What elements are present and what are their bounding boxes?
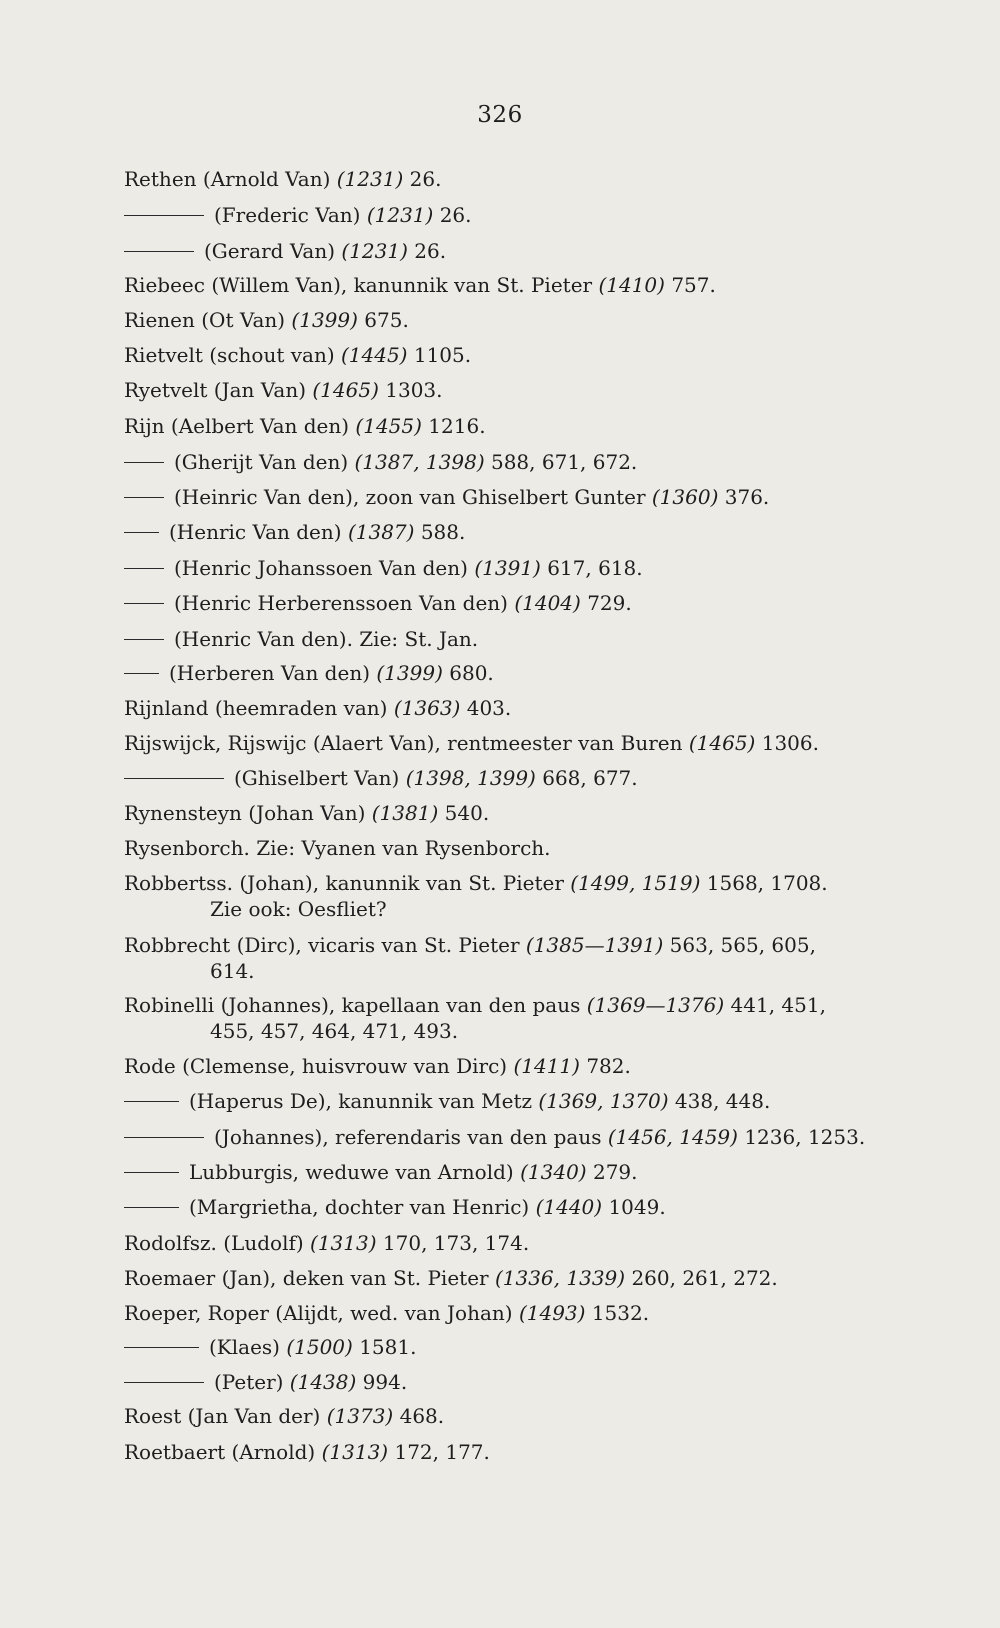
entry-year: (1385—1391) [525, 933, 664, 957]
entry-name: Rietvelt (schout van) [124, 343, 335, 367]
index-entry [124, 730, 819, 756]
repeat-dash [124, 1172, 179, 1173]
entry-year: (1387, 1398) [354, 450, 485, 474]
entry-name: Rienen (Ot Van) [124, 308, 286, 332]
entry-refs: 172, 177. [394, 1440, 490, 1464]
entry-year: (1493) [518, 1301, 586, 1325]
entry-year: (1399) [291, 308, 358, 332]
entry-refs: 279. [592, 1160, 638, 1184]
entry-refs: 441, 451, [730, 993, 826, 1017]
index-entry [124, 800, 489, 826]
entry-year: (1465) [688, 731, 756, 755]
entry-year: (1336, 1339) [494, 1266, 626, 1290]
entry-year: (1440) [535, 1195, 603, 1219]
entry-year: (1391) [474, 556, 541, 580]
entry-refs: 1306. [761, 731, 819, 755]
index-entry [124, 695, 511, 721]
repeat-dash [124, 1137, 204, 1138]
index-entry [124, 202, 472, 228]
entry-name: (Henric Johanssoen Van den) [174, 556, 468, 580]
entry-name: (Peter) [214, 1370, 284, 1394]
entry-year: (1500) [286, 1335, 353, 1359]
index-entry [124, 1265, 778, 1291]
entry-name: Rynensteyn (Johan Van) [124, 801, 366, 825]
entry-refs: 1049. [608, 1195, 666, 1219]
index-entry [124, 1334, 416, 1360]
entry-refs: 680. [449, 661, 494, 685]
entry-name: Rijn (Aelbert Van den) [124, 414, 350, 438]
entry-refs: 1236, 1253. [744, 1125, 866, 1149]
entry-refs: 668, 677. [542, 766, 638, 790]
index-entry [124, 449, 637, 475]
index-entry [124, 1230, 529, 1256]
entry-year: (1381) [371, 801, 439, 825]
index-entry [124, 519, 465, 545]
entry-name: 614. [210, 959, 255, 983]
index-entry [124, 413, 486, 439]
repeat-dash [124, 1347, 199, 1348]
repeat-dash [124, 639, 164, 640]
entry-refs: 994. [362, 1370, 408, 1394]
repeat-dash [124, 215, 204, 216]
index-entry [124, 1088, 770, 1114]
entry-refs: 26. [414, 239, 447, 263]
entry-name: Riebeec (Willem Van), kanunnik van St. Pieter [124, 273, 593, 297]
index-entry [124, 1194, 666, 1220]
entry-refs: 468. [399, 1404, 445, 1428]
entry-refs: 1105. [413, 343, 472, 367]
entry-year: (1499, 1519) [570, 871, 701, 895]
entry-refs: 729. [587, 591, 632, 615]
entry-refs: 260, 261, 272. [631, 1266, 778, 1290]
repeat-dash [124, 568, 164, 569]
index-entry [124, 870, 828, 896]
entry-refs: 675. [364, 308, 409, 332]
index-entry [210, 896, 387, 922]
entry-name: (Frederic Van) [214, 203, 361, 227]
index-entry [124, 626, 478, 652]
index-entry [124, 377, 443, 403]
repeat-dash [124, 1382, 204, 1383]
entry-year: (1410) [598, 273, 665, 297]
entry-name: (Klaes) [209, 1335, 280, 1359]
entry-year: (1455) [355, 414, 422, 438]
entry-refs: 1581. [359, 1335, 417, 1359]
entry-name: Robbertss. (Johan), kanunnik van St. Pieter [124, 871, 564, 895]
page-number: 326 [477, 102, 523, 128]
entry-year: (1399) [376, 661, 443, 685]
repeat-dash [124, 1101, 179, 1102]
entry-year: (1411) [513, 1054, 580, 1078]
entry-name: Lubburgis, weduwe van Arnold) [189, 1160, 514, 1184]
index-entry [124, 992, 826, 1018]
entry-refs: 376. [724, 485, 770, 509]
index-entry [210, 958, 255, 984]
entry-name: (Haperus De), kanunnik van Metz [189, 1089, 533, 1113]
index-entry [124, 590, 632, 616]
entry-name: Rijswijck, Rijswijc (Alaert Van), rentmeester van Buren [124, 731, 683, 755]
entry-name: Rijnland (heemraden van) [124, 696, 388, 720]
index-entry [124, 555, 643, 581]
index-entry [124, 765, 638, 791]
entry-name: (Henric Van den). Zie: St. Jan. [174, 627, 479, 651]
entry-refs: 1303. [385, 378, 443, 402]
entry-name: Roeper, Roper (Alijdt, wed. van Johan) [124, 1301, 513, 1325]
entry-name: Ryetvelt (Jan Van) [124, 378, 307, 402]
repeat-dash [124, 778, 224, 779]
entry-year: (1438) [289, 1370, 357, 1394]
repeat-dash [124, 251, 194, 252]
entry-name: Robinelli (Johannes), kapellaan van den paus [124, 993, 581, 1017]
entry-refs: 540. [444, 801, 490, 825]
index-entry [124, 342, 471, 368]
repeat-dash [124, 673, 159, 674]
repeat-dash [124, 532, 159, 533]
entry-name: Rodolfsz. (Ludolf) [124, 1231, 304, 1255]
entry-name: (Ghiselbert Van) [234, 766, 400, 790]
entry-year: (1387) [347, 520, 415, 544]
index-entry [124, 1124, 865, 1150]
entry-name: (Henric Herberenssoen Van den) [174, 591, 508, 615]
entry-year: (1313) [310, 1231, 377, 1255]
entry-year: (1445) [340, 343, 408, 367]
entry-name: Zie ook: Oesfliet? [210, 897, 387, 921]
index-entry [124, 1439, 490, 1465]
entry-refs: 588, 671, 672. [490, 450, 638, 474]
index-entry [124, 272, 716, 298]
entry-refs: 588. [420, 520, 466, 544]
index-entry [124, 1369, 407, 1395]
entry-year: (1456, 1459) [607, 1125, 738, 1149]
entry-year: (1363) [393, 696, 461, 720]
index-entry [124, 1300, 649, 1326]
repeat-dash [124, 603, 164, 604]
entry-name: Rethen (Arnold Van) [124, 167, 331, 191]
entry-refs: 757. [671, 273, 716, 297]
entry-name: (Johannes), referendaris van den paus [214, 1125, 602, 1149]
index-entry [124, 238, 446, 264]
entry-name: (Heinric Van den), zoon van Ghiselbert Gunter [174, 485, 646, 509]
index-entry [124, 166, 441, 192]
entry-year: (1369, 1370) [538, 1089, 669, 1113]
entry-year: (1404) [514, 591, 581, 615]
repeat-dash [124, 1207, 179, 1208]
index-entry [124, 307, 409, 333]
repeat-dash [124, 497, 164, 498]
entry-refs: 1568, 1708. [706, 871, 828, 895]
entry-year: (1373) [326, 1404, 394, 1428]
entry-refs: 438, 448. [674, 1089, 771, 1113]
index-entry [124, 1159, 638, 1185]
entry-refs: 1532. [591, 1301, 650, 1325]
entry-name: (Henric Van den) [169, 520, 342, 544]
entry-name: Robbrecht (Dirc), vicaris van St. Pieter [124, 933, 520, 957]
entry-year: (1465) [312, 378, 379, 402]
index-entry [124, 932, 816, 958]
entry-refs: 1216. [428, 414, 486, 438]
entry-year: (1313) [321, 1440, 389, 1464]
entry-name: (Gerard Van) [204, 239, 336, 263]
entry-name: Roest (Jan Van der) [124, 1404, 321, 1428]
index-entry [210, 1018, 458, 1044]
index-entry [124, 1403, 444, 1429]
index-entry [124, 660, 494, 686]
entry-year: (1231) [336, 167, 404, 191]
index-entry [124, 1053, 631, 1079]
entry-name: Roetbaert (Arnold) [124, 1440, 316, 1464]
entry-name: Rode (Clemense, huisvrouw van Dirc) [124, 1054, 508, 1078]
entry-refs: 170, 173, 174. [382, 1231, 530, 1255]
entry-refs: 26. [439, 203, 472, 227]
entry-year: (1231) [366, 203, 434, 227]
entry-refs: 617, 618. [547, 556, 643, 580]
entry-name: 455, 457, 464, 471, 493. [210, 1019, 459, 1043]
entry-year: (1231) [341, 239, 408, 263]
entry-name: (Margrietha, dochter van Henric) [189, 1195, 530, 1219]
entry-name: Rysenborch. Zie: Vyanen van Rysenborch. [124, 836, 551, 860]
entry-name: (Herberen Van den) [169, 661, 371, 685]
entry-refs: 563, 565, 605, [669, 933, 816, 957]
index-entry [124, 835, 551, 861]
entry-year: (1340) [520, 1160, 587, 1184]
entry-name: Roemaer (Jan), deken van St. Pieter [124, 1266, 489, 1290]
repeat-dash [124, 462, 164, 463]
entry-year: (1369—1376) [586, 993, 725, 1017]
entry-refs: 26. [409, 167, 442, 191]
entry-year: (1360) [651, 485, 719, 509]
entry-refs: 403. [466, 696, 512, 720]
index-entry [124, 484, 769, 510]
entry-name: (Gherijt Van den) [174, 450, 349, 474]
entry-refs: 782. [586, 1054, 631, 1078]
entry-year: (1398, 1399) [405, 766, 536, 790]
